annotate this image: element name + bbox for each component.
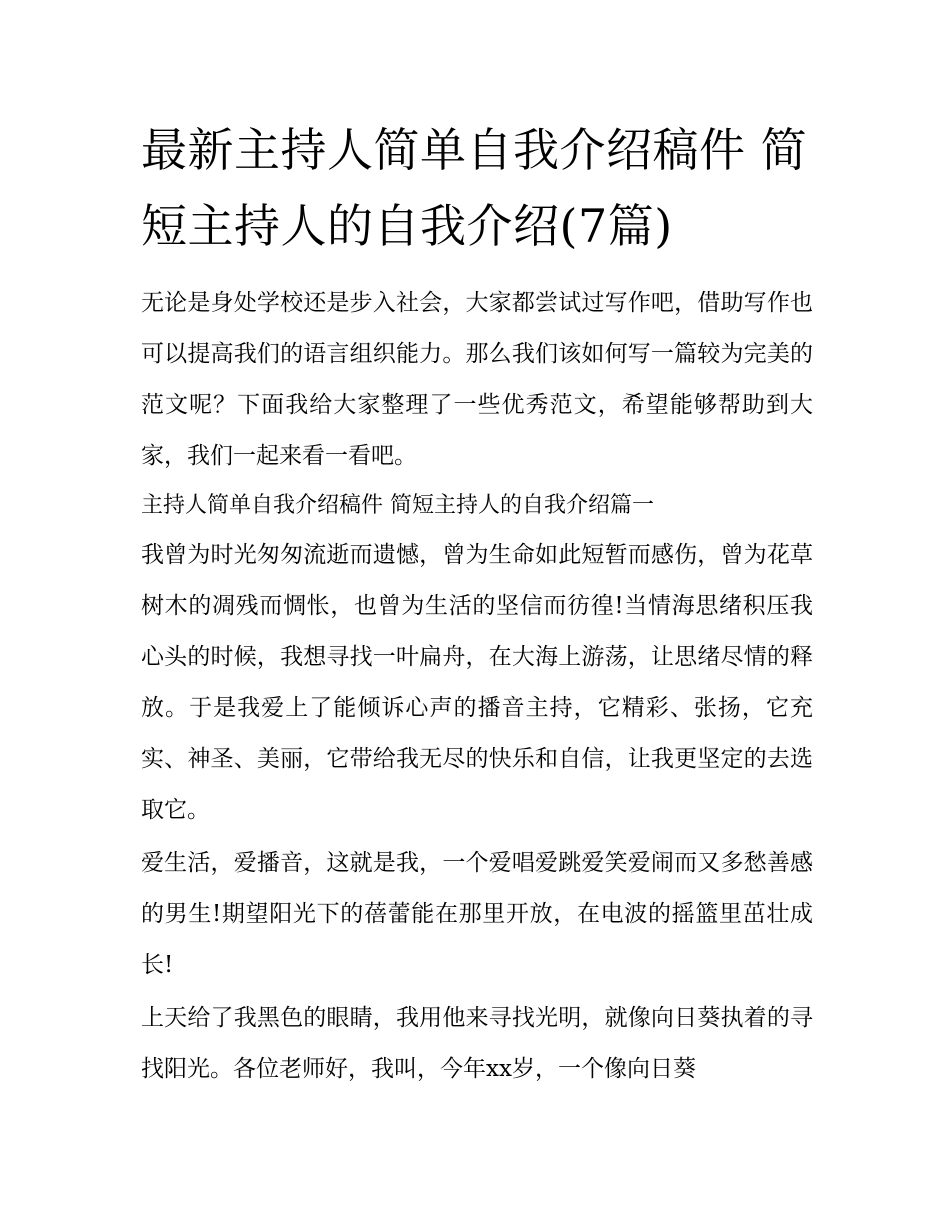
document-page [141,112,813,1095]
document-title: 最新主持人简单自我介绍稿件 简短主持人的自我介绍(7篇) [141,123,808,253]
body-paragraph: 我曾为时光匆匆流逝而遗憾，曾为生命如此短暂而感伤，曾为花草树木的凋残而惆怅，也曾为生活的坚信而彷徨!当情海思绪积压我心头的时候，我想寻找一叶扁舟，在大海上游荡，让思绪尽情的释放。于是我爱上了能倾诉心声的播音主持，它精彩、张扬，它充实、神圣、美丽，它带给我无尽的快乐和自信，让我更坚定的去选取它。 [141,542,813,823]
body-paragraph: 爱生活，爱播音，这就是我，一个爱唱爱跳爱笑爱闹而又多愁善感的男生!期望阳光下的蓓蕾能在那里开放，在电波的摇篮里茁壮成长! [141,850,813,978]
intro-paragraph: 无论是身处学校还是步入社会，大家都尝试过写作吧，借助写作也可以提高我们的语言组织能力。那么我们该如何写一篇较为完美的范文呢？下面我给大家整理了一些优秀范文，希望能够帮助到大家，我们一起来看一看吧。 [141,290,813,469]
section-heading: 主持人简单自我介绍稿件 简短主持人的自我介绍篇一 [141,493,654,518]
body-paragraph: 上天给了我黑色的眼睛，我用他来寻找光明，就像向日葵执着的寻找阳光。各位老师好，我叫，今年xx岁，一个像向日葵 [141,1005,813,1082]
